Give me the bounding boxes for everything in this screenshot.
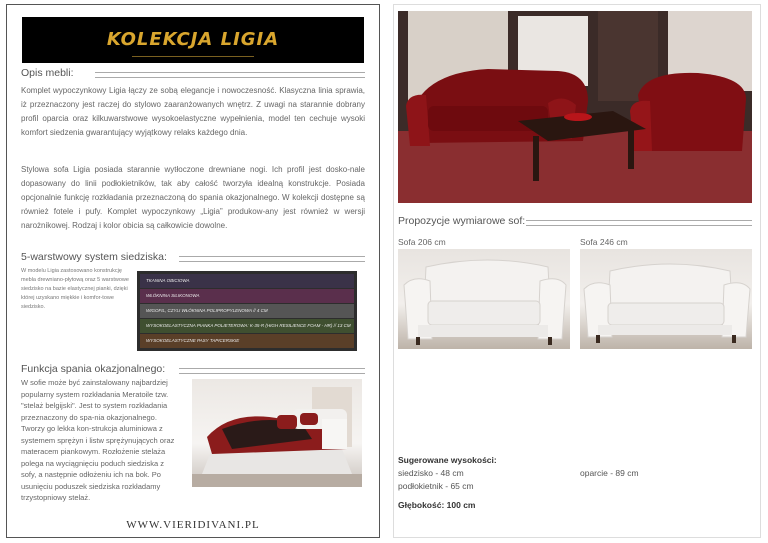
right-page xyxy=(393,4,761,538)
website-footer[interactable]: WWW.VIERIDIVANI.PL xyxy=(126,519,260,531)
sofa-246-photo xyxy=(580,249,752,349)
description-heading: Opis mebli: xyxy=(21,67,74,79)
collection-title: KOLEKCJA LIGIA xyxy=(106,29,280,50)
sofa-bed-illustration xyxy=(192,379,362,487)
sofa-206-illustration xyxy=(398,249,570,349)
description-paragraph-1: Komplet wypoczynkowy Ligia łączy ze sobą elegancje i nowoczesność. Klasyczna linia sprawia, iż przeznaczony jest raczej do stylowo zaaranżowanych wnętrz. Z uwagi na starannie dobrany profil oparcia oraz kilkuwarstwowe wysokoelastyczne wypełnienia, model ten cechuje wysoki komfort siedzenia gwarantujący wyjątkowy relaks każdego dnia. xyxy=(21,86,365,137)
heights-heading: Sugerowane wysokości: xyxy=(398,455,497,465)
seat-system-text: W modelu Ligia zastosowano konstrukcję mebla drewniano-płytową oraz 5 warstwowe siedzisko na bazie elastycznej pianki, dzięki której uzyskano miękkie i komfor-towe siedzisko. xyxy=(21,268,129,310)
heading-rule xyxy=(179,256,365,262)
sleep-function-text: W sofie może być zainstalowany najbardziej popularny system rozkładania Meratoile tzw. "stelaż belgijski". Jest to system rozkładania przeznaczony do spa-nia okazjonalnego. Tworzy go lekka kon-strukcja aluminiowa z systemem sprężyn i listw sprężynujących oraz materacem piankowym. Rozłożenie stelaża polega na wyciągnięciu poduch siedziska z sofy, a następnie odłożeniu ich na bok. Po usunięciu poduszek siedziska rozkładamy trzystopniowy stelaż. xyxy=(21,378,175,502)
seat-layer: WIGOFIL, CZYLI WŁÓKNINA POLIPROPYLENOWA // 4 CM xyxy=(140,304,354,318)
seat-layer: WYSOKOELASTYCZNA PIANKA POLIETEROWA: K-35-R (HIGH RESILIENCE FOAM - HR) // 13 CM xyxy=(140,319,354,333)
back-height: oparcie - 89 cm xyxy=(580,468,639,478)
sofa-246-caption: Sofa 246 cm xyxy=(580,237,628,247)
seat-height: siedzisko - 48 cm xyxy=(398,468,464,478)
title-banner xyxy=(22,17,364,63)
seat-layer: TKANINA OBICIOWA xyxy=(140,274,354,288)
seat-system-heading: 5-warstwowy system siedziska: xyxy=(21,251,167,263)
sleep-function-heading: Funkcja spania okazjonalnego: xyxy=(21,363,166,375)
description-paragraph-2: Stylowa sofa Ligia posiada starannie wytłoczone drewniane nogi. Ich profil jest dosko-nale dopasowany do linii podłokietników, tak aby całość tworzyła idealną konstrukcje. Posiada opcjonalnie funkcję rozkładania przeznaczoną do spania okazjonalnego. W kolekcji dostępne są również fotele i pufy. Komplet wypoczynkowy „Ligia” produkow-any jest również w wersji narożnikowej. Rodzaj i kolor obicia są całkowicie dowolne. xyxy=(21,165,365,230)
heading-rule xyxy=(95,72,365,78)
seat-layers-diagram xyxy=(137,271,357,351)
seat-layer: WŁÓKNINA SILIKONOWA xyxy=(140,289,354,303)
dimensions-heading: Propozycje wymiarowe sof: xyxy=(398,215,526,227)
sofa-206-photo xyxy=(398,249,570,349)
left-page xyxy=(6,4,380,538)
sofa-bed-photo xyxy=(192,379,362,487)
living-room-illustration xyxy=(398,11,752,203)
living-room-photo xyxy=(398,11,752,203)
depth: Głębokość: 100 cm xyxy=(398,500,476,510)
heading-rule xyxy=(179,368,365,374)
sofa-206-caption: Sofa 206 cm xyxy=(398,237,446,247)
sofa-246-illustration xyxy=(580,249,752,349)
title-underline xyxy=(132,56,254,57)
seat-layer: WYSOKOELASTYCZNE PASY TAPICERSKIE xyxy=(140,334,354,348)
armrest-height: podłokietnik - 65 cm xyxy=(398,481,474,491)
heading-rule xyxy=(526,220,752,226)
